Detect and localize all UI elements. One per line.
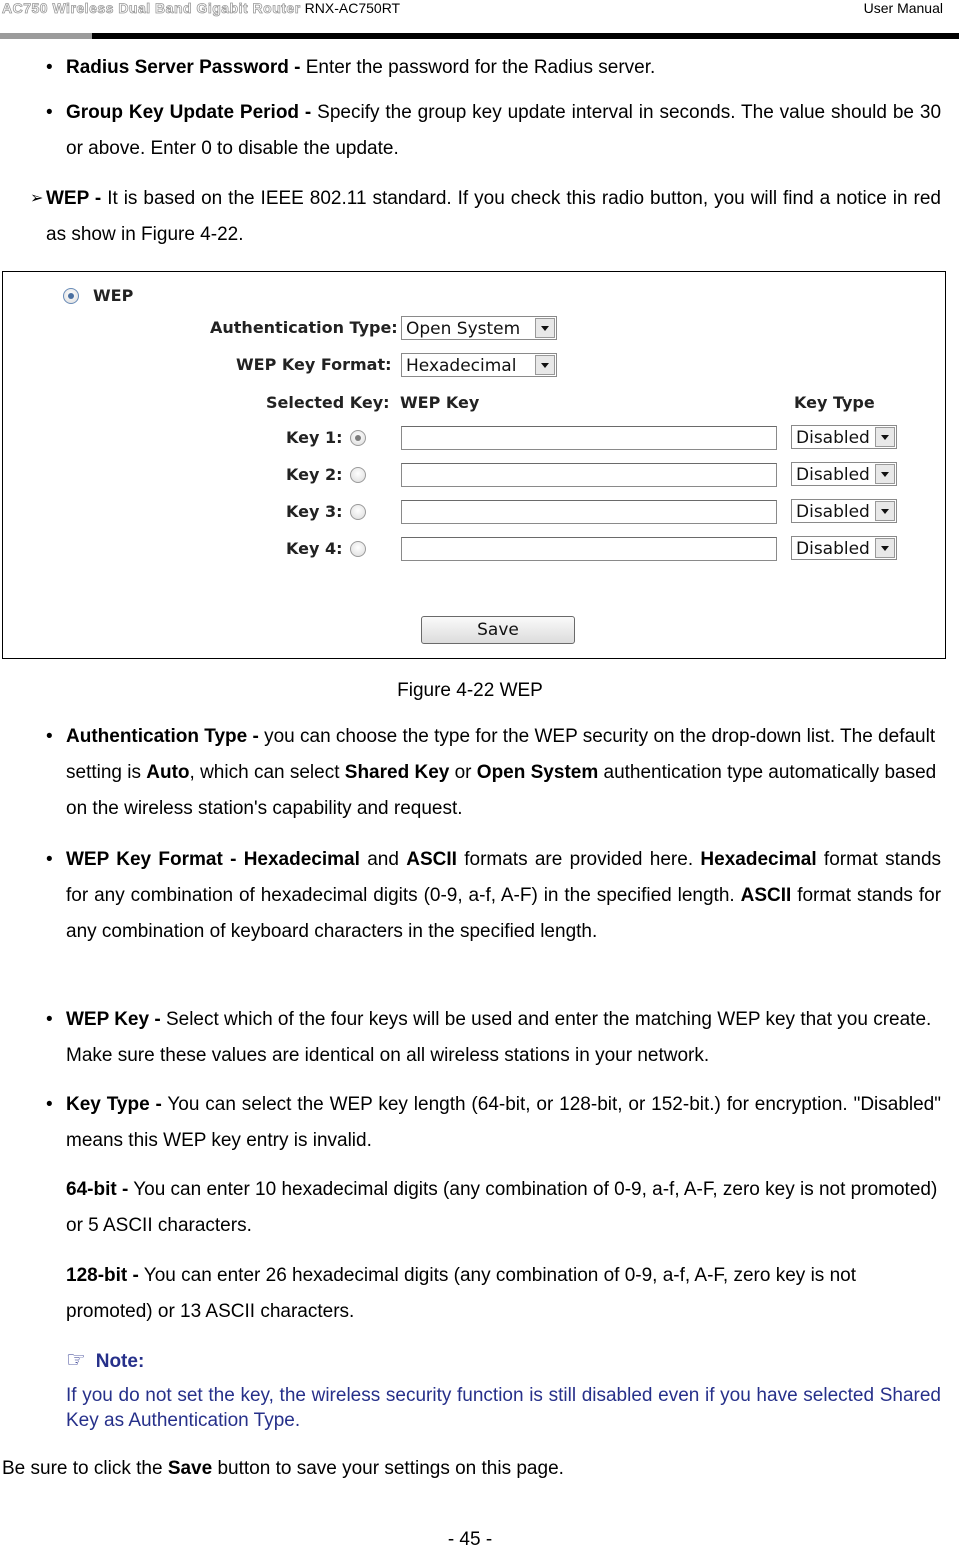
header-rule (0, 33, 959, 39)
wep-term: WEP - (46, 188, 102, 209)
header-model: RNX-AC750RT (304, 0, 401, 16)
fmt-ascii: ASCII (406, 849, 457, 870)
chevron-down-icon (875, 501, 895, 521)
key-2-input[interactable] (401, 463, 777, 487)
bullet-dot: • (46, 1094, 53, 1115)
b64-term: 64-bit - (66, 1179, 129, 1200)
key-term: WEP Key - (66, 1009, 161, 1030)
key-1-type-value: Disabled (796, 428, 870, 448)
key-2-radio[interactable] (350, 467, 366, 483)
key-3-input[interactable] (401, 500, 777, 524)
group-desc: Specify the group key update interval in seconds. The value should be 30 or above. Enter 0 to disable the update. (66, 102, 942, 159)
header-rule-accent (0, 33, 92, 39)
chevron-down-icon (535, 355, 555, 375)
auth-text-2: , which can select (189, 762, 340, 783)
fmt-text-1: formats are provided here. (464, 849, 694, 870)
header-product: AC750 Wireless Dual Band Gigabit Router (2, 0, 301, 16)
b128-term: 128-bit - (66, 1265, 139, 1286)
group-term: Group Key Update Period - (66, 102, 312, 123)
b64-text: You can enter 10 hexadecimal digits (any combination of 0-9, a-f, A-F, zero key is not promoted) or 5 ASCII characters. (66, 1179, 938, 1236)
auth-shared: Shared Key (344, 762, 450, 783)
key-type-item (66, 1087, 941, 1159)
bullet-dot: • (46, 1009, 53, 1030)
chevron-down-icon (875, 464, 895, 484)
key-4-type-select[interactable] (791, 536, 897, 560)
key-type-column-header: Key Type (794, 393, 875, 412)
key-2-label: Key 2: (286, 465, 343, 484)
key-1-label: Key 1: (286, 428, 343, 447)
page-number: - 45 - (447, 1529, 493, 1550)
closing-text-2: button to save your settings on this page. (217, 1458, 564, 1479)
auth-or: or (454, 762, 472, 783)
key-4-radio[interactable] (350, 541, 366, 557)
key-3-type-select[interactable] (791, 499, 897, 523)
key-2-type-select[interactable] (791, 462, 897, 486)
save-button[interactable]: Save (421, 616, 575, 644)
type-term: Key Type - (66, 1094, 162, 1115)
header-manual: User Manual (863, 0, 943, 16)
auth-text-3: authentication type automatically based on the wireless station's capability and request. (66, 762, 937, 819)
wep-desc: It is based on the IEEE 802.11 standard. If you check this radio button, you will find a notice in red as show in Figure 4-22. (46, 188, 941, 245)
bullet-dot: • (46, 849, 53, 870)
type-text: You can select the WEP key length (64-bit, or 128-bit, or 152-bit.) for encryption. "Disabled" means this WEP key entry is invalid. (66, 1094, 941, 1151)
key-4-type-value: Disabled (796, 539, 870, 559)
figure-caption: Figure 4-22 WEP (397, 680, 543, 701)
header-title (2, 0, 400, 16)
closing-text-1: Be sure to click the (2, 1458, 163, 1479)
fmt-hex: Hexadecimal (700, 849, 817, 870)
arrow-bullet-icon: ➢ (30, 190, 44, 207)
key-format-label: WEP Key Format: (236, 355, 392, 374)
chevron-down-icon (875, 427, 895, 447)
fmt-text-3: format stands for any combination of keyboard characters in the specified length. (66, 885, 942, 942)
chevron-down-icon (535, 318, 555, 338)
key-4-input[interactable] (401, 537, 777, 561)
auth-type-item (66, 719, 951, 827)
group-key-item (66, 95, 941, 167)
wep-key-column-header: WEP Key (400, 393, 480, 412)
auth-type-value: Open System (406, 319, 521, 339)
note-title: Note: (95, 1351, 145, 1372)
wep-key-item (66, 1002, 946, 1074)
bullet-dot: • (46, 726, 53, 747)
key-2-type-value: Disabled (796, 465, 870, 485)
note-heading (66, 1345, 144, 1377)
radius-term: Radius Server Password - (66, 57, 301, 78)
fmt-and: and (367, 849, 399, 870)
auth-open: Open System (476, 762, 599, 783)
radius-desc: Enter the password for the Radius server. (305, 57, 656, 78)
key-format-value: Hexadecimal (406, 356, 517, 376)
closing-save: Save (167, 1458, 213, 1479)
key-3-type-value: Disabled (796, 502, 870, 522)
auth-type-select[interactable] (401, 316, 557, 340)
b128-text: You can enter 26 hexadecimal digits (any combination of 0-9, a-f, A-F, zero key is not promoted) or 13 ASCII characters. (66, 1265, 856, 1322)
pointing-hand-icon: ☞ (66, 1347, 86, 1372)
key-1-input[interactable] (401, 426, 777, 450)
fmt-term: WEP Key Format - Hexadecimal (66, 849, 360, 870)
note-text: If you do not set the key, the wireless security function is still disabled even if you have selected Shared Key as Authentication Type. (66, 1385, 941, 1431)
key-4-label: Key 4: (286, 539, 343, 558)
closing-line (2, 1451, 942, 1487)
fmt-ascii-2: ASCII (740, 885, 792, 906)
page-header (0, 0, 959, 40)
chevron-down-icon (875, 538, 895, 558)
auth-term: Authentication Type - (66, 726, 259, 747)
bullet-dot: • (46, 102, 53, 123)
key-format-select[interactable] (401, 353, 557, 377)
wep-label: WEP (93, 286, 134, 305)
fmt-text-2: format stands for any combination of hexadecimal digits (0-9, a-f, A-F) in the specified length. (66, 849, 942, 906)
selected-key-label: Selected Key: (266, 393, 390, 412)
bullet-dot: • (46, 57, 53, 78)
wep-radio[interactable] (63, 288, 79, 304)
wep-settings-figure (2, 271, 946, 659)
auth-auto: Auto (146, 762, 190, 783)
auth-type-label: Authentication Type: (210, 318, 398, 337)
key-3-label: Key 3: (286, 502, 343, 521)
key-3-radio[interactable] (350, 504, 366, 520)
key-1-radio[interactable] (350, 430, 366, 446)
bit64-item (66, 1172, 946, 1244)
wep-item (46, 181, 941, 253)
bit128-item (66, 1258, 946, 1330)
key-1-type-select[interactable] (791, 425, 897, 449)
key-text: Select which of the four keys will be used and enter the matching WEP key that you create. Make sure these values are identical on all wireless stations in your network. (66, 1009, 932, 1066)
auth-text-1: you can choose the type for the WEP security on the drop-down list. The default setting is (66, 726, 936, 783)
radius-item (66, 50, 941, 86)
key-format-item (66, 842, 941, 950)
